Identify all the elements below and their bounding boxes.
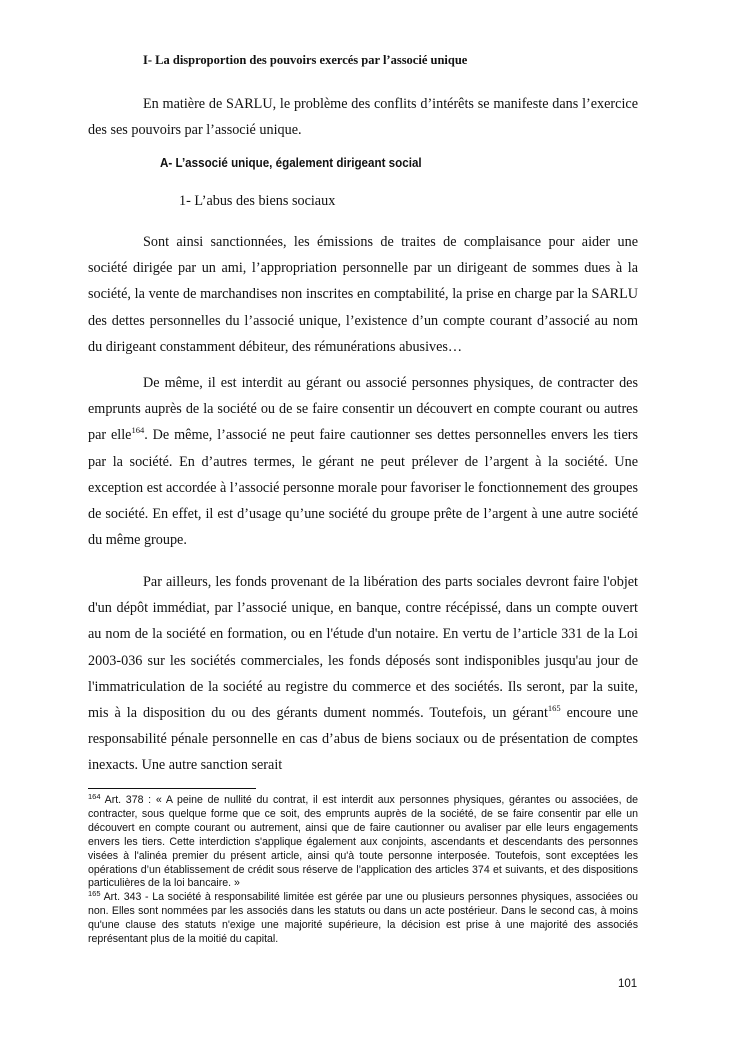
paragraph-abus-biens-sociaux: Sont ainsi sanctionnées, les émissions de traites de complaisance pour aider une société dirigée par un ami, l’appropriation personnelle par un dirigeant de sommes dues à la société, la vente de marchandises non inscrites en comptabilité, la prise en charge par la SARLU des dettes personnelles du l’associé unique, l’existence d’un compte courant d’associé au nom du dirigeant constamment débiteur, des rémunérations abusives… — [88, 234, 638, 355]
subsection-heading-1: 1- L’abus des biens sociaux — [179, 193, 336, 209]
footnote-text: Art. 343 - La société à responsabilité limitée est gérée par une ou plusieurs personnes physiques, associées ou non. Elles sont nommées par les associés dans les statuts ou dans un acte postérieur. Dans le second cas, à moins qu'une clause des statuts n'exige une majorité supérieure, la décision est prise à une majorité des associés représentant plus de la moitié du capital. — [88, 891, 638, 946]
paragraph-text: encoure une responsabilité pénale personnelle en cas d’abus de biens sociaux ou de présentation de comptes inexacts. Une autre sanction serait — [88, 705, 638, 774]
page-number: 101 — [618, 978, 638, 990]
footnotes — [88, 794, 638, 947]
footnote-164 — [88, 794, 638, 891]
paragraph-text: De même, il est interdit au gérant ou associé personnes physiques, de contracter des emprunts auprès de la société ou de se faire consentir un découvert en compte courant ou autres par elle — [88, 375, 638, 444]
paragraph-emprunts — [88, 370, 638, 553]
footnote-ref-165[interactable]: 165 — [547, 703, 561, 714]
footnote-text: Art. 378 : « A peine de nullité du contrat, il est interdit aux personnes physiques, gérantes ou associées, de contracter, sous quelque forme que ce soit, des emprunts auprès de la société, de se faire consentir par elle un découvert en compte courant ou autrement, ainsi que de faire cautionner ou avaliser par elle leurs engagements envers les tiers. Cette interdiction s'applique également aux conjoints, ascendants et descendants des personnes visées à l'alinéa premier du présent article, ainsi qu'à toute personne interposée. Toutefois, sont exceptées les opérations d’un établissement de crédit sous réserve de l’application des articles 374 et suivants, et des dispositions particulières de la loi bancaire. » — [88, 794, 638, 890]
paragraph-text: Par ailleurs, les fonds provenant de la libération des parts sociales devront faire l'objet d'un dépôt immédiat, par l’associé unique, en banque, contre récépissé, dans un compte ouvert au nom de la société en formation, ou en l'étude d'un notaire. En vertu de l’article 331 de la Loi 2003-036 sur les sociétés commerciales, les fonds déposés sont indisponibles jusqu'au jour de l'immatriculation de la société au registre du commerce et des sociétés. Ils seront, par la suite, mis à la disposition du ou des gérants dument nommés. Toutefois, un gérant — [88, 574, 638, 722]
footnote-ref-164[interactable]: 164 — [131, 425, 145, 436]
footnote-165 — [88, 891, 638, 947]
paragraph-text: . De même, l’associé ne peut faire cautionner ses dettes personnelles envers les tiers par la société. En d’autres termes, le gérant ne peut prélever de l’argent à la société. Une exception est accordée à l’associé personne morale pour favoriser le fonctionnement des groupes de société. En effet, il est d’usage qu’une société du groupe prête de l’argent à une autre société du même groupe. — [88, 427, 638, 549]
footnote-number: 165 — [88, 889, 101, 899]
intro-paragraph: En matière de SARLU, le problème des conflits d’intérêts se manifeste dans l’exercice des ses pouvoirs par l’associé unique. — [88, 96, 638, 139]
footnote-number: 164 — [88, 792, 101, 801]
footnote-separator — [88, 788, 256, 789]
subsection-heading-a: A- L’associé unique, également dirigeant social — [160, 156, 422, 170]
section-heading: I- La disproportion des pouvoirs exercés par l’associé unique — [143, 53, 468, 67]
paragraph-fonds — [88, 569, 638, 779]
